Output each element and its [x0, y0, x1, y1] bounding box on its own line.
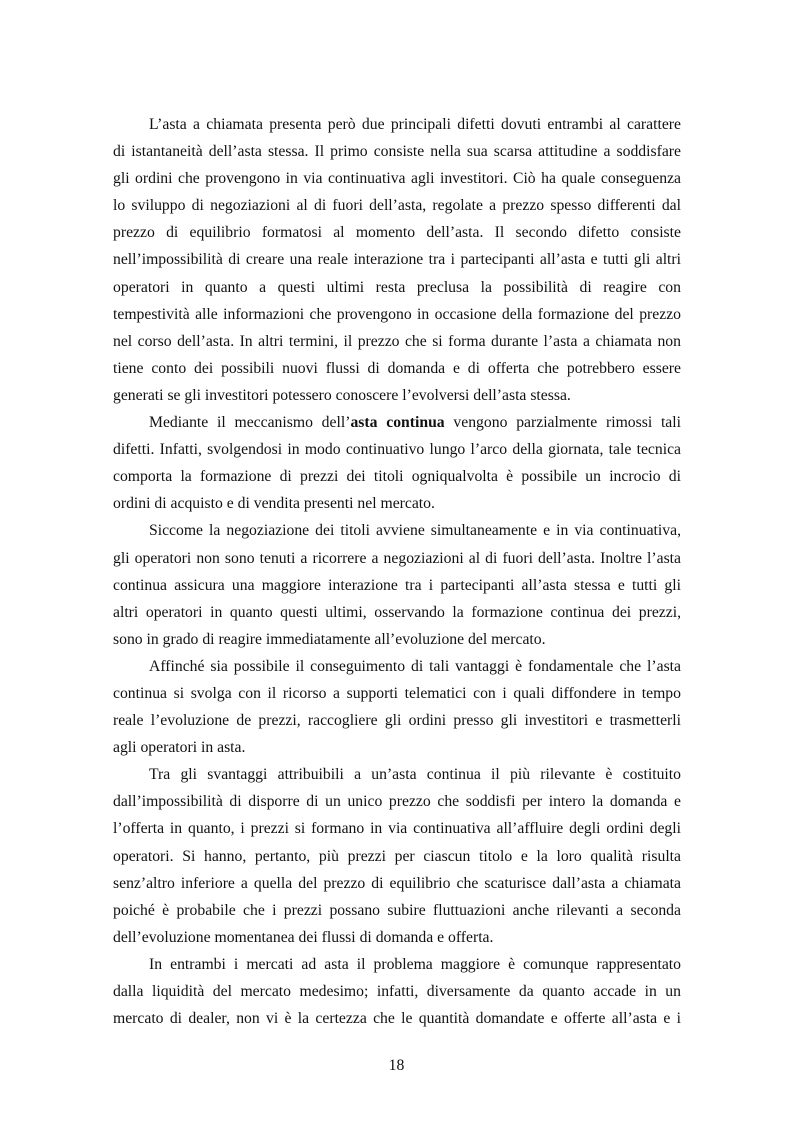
text-line: Tra gli svantaggi attribuibili a un’asta continua il più rilevante è costituito	[149, 766, 681, 784]
text-line: continua assicura una maggiore interazione tra i partecipanti all’asta stessa e tutti gli	[113, 576, 681, 594]
text-line: dalla liquidità del mercato medesimo; infatti, diversamente da quanto accade in un	[113, 983, 681, 1000]
text-line	[113, 409, 681, 436]
text-line: comporta la formazione di prezzi dei titoli ogniqualvolta è possibile un incrocio di	[113, 468, 681, 486]
text-line: generati se gli investitori potessero conoscere l’evolversi dell’asta stessa.	[113, 386, 571, 404]
text-line: sono in grado di reagire immediatamente all’evoluzione del mercato.	[113, 630, 546, 648]
text-line: tiene conto dei possibili nuovi flussi di domanda e di offerta che potrebbero essere	[113, 359, 681, 377]
text-line: dell’evoluzione momentanea dei flussi di domanda e offerta.	[113, 928, 494, 946]
text-line: dall’impossibilità di disporre di un unico prezzo che soddisfi per intero la domanda e	[113, 793, 681, 811]
text-line: agli operatori in asta.	[113, 739, 246, 757]
text-line: Affinché sia possibile il conseguimento di tali vantaggi è fondamentale che l’asta	[149, 657, 681, 675]
body-text	[113, 111, 681, 1032]
text-line: nell’impossibilità di creare una reale interazione tra i partecipanti all’asta e tutti gli altri	[113, 251, 681, 269]
text-line: operatori in quanto a questi ultimi resta preclusa la possibilità di reagire con	[113, 278, 681, 296]
page-number: 18	[388, 1057, 405, 1074]
text-line: Siccome la negoziazione dei titoli avviene simultaneamente e in via continuativa,	[149, 522, 681, 540]
paragraph-1	[113, 111, 681, 409]
text-line: gli operatori non sono tenuti a ricorrere a negoziazioni al di fuori dell’asta. Inoltre l’asta	[113, 549, 681, 567]
text-line: gli ordini che provengono in via continuativa agli investitori. Ciò ha quale conseguenza	[113, 170, 681, 188]
bold-term-asta-continua: asta continua	[350, 414, 445, 432]
text-line: di istantaneità dell’asta stessa. Il primo consiste nella sua scarsa attitudine a soddisfare	[113, 143, 681, 161]
text-line: mercato di dealer, non vi è la certezza che le quantità domandate e offerte all’asta e i	[113, 1010, 681, 1028]
text-line: ordini di acquisto e di vendita presenti nel mercato.	[113, 495, 435, 513]
text-line: In entrambi i mercati ad asta il problema maggiore è comunque rappresentato	[149, 955, 681, 973]
text-line: tempestività alle informazioni che provengono in occasione della formazione del prezzo	[113, 305, 681, 323]
paragraph-2	[113, 409, 681, 517]
text-line: poiché è probabile che i prezzi possano subire fluttuazioni anche rilevanti a seconda	[113, 901, 681, 919]
paragraph-4	[113, 653, 681, 761]
text-line: continua si svolga con il ricorso a supporti telematici con i quali diffondere in tempo	[113, 684, 681, 702]
text-line: senz’altro inferiore a quella del prezzo di equilibrio che scaturisce dall’asta a chiamata	[113, 874, 681, 892]
text-line: difetti. Infatti, svolgendosi in modo continuativo lungo l’arco della giornata, tale tecnica	[113, 441, 681, 459]
text-line: L’asta a chiamata presenta però due principali difetti dovuti entrambi al carattere	[149, 116, 681, 133]
text-line: nel corso dell’asta. In altri termini, il prezzo che si forma durante l’asta a chiamata non	[113, 332, 681, 350]
text-line: altri operatori in quanto questi ultimi, osservando la formazione continua dei prezzi,	[113, 603, 681, 621]
text-fragment: Mediante il meccanismo dell’	[149, 414, 351, 432]
paragraph-5	[113, 761, 681, 951]
text-fragment: vengono parzialmente rimossi tali	[444, 414, 681, 432]
text-line: reale l’evoluzione de prezzi, raccogliere gli ordini presso gli investitori e trasmetterli	[113, 712, 681, 730]
paragraph-6	[113, 951, 681, 1032]
text-line: prezzo di equilibrio formatosi al momento dell’asta. Il secondo difetto consiste	[113, 224, 681, 242]
paragraph-3	[113, 517, 681, 652]
text-line: l’offerta in quanto, i prezzi si formano in via continuativa all’affluire degli ordini degli	[113, 820, 681, 838]
text-line: operatori. Si hanno, pertanto, più prezzi per ciascun titolo e la loro qualità risulta	[113, 847, 681, 865]
text-line: lo sviluppo di negoziazioni al di fuori dell’asta, regolate a prezzo spesso differenti dal	[113, 197, 681, 215]
